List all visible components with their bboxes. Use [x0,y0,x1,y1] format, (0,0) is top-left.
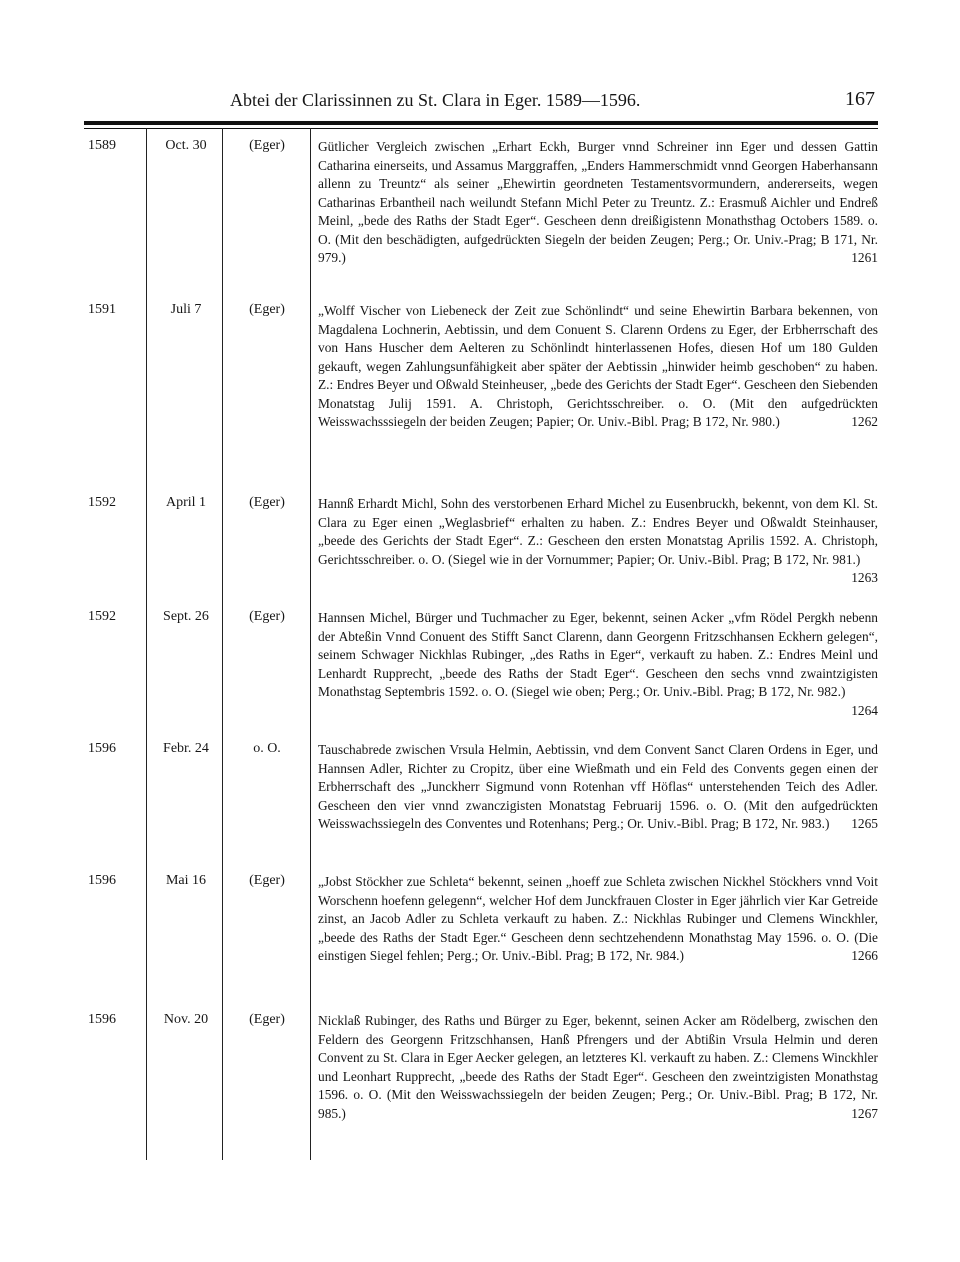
entry-place: (Eger) [249,302,285,317]
entry-date: Febr. 24 [163,741,209,756]
entry-year: 1596 [88,741,116,756]
entry-place: (Eger) [249,1012,285,1027]
entry-text-block [318,741,878,834]
entry-number: 1267 [851,1105,878,1121]
header-rule-thin [84,128,878,129]
entry-place: (Eger) [249,495,285,510]
entry-number: 1261 [851,250,878,265]
entry-year: 1592 [88,609,116,624]
entry-number: 1263 [851,570,878,585]
entry-date: Sept. 26 [163,609,209,624]
entry-text-block [318,609,878,720]
entry-text-block [318,138,878,268]
page-number: 167 [845,88,875,110]
entry-year: 1589 [88,138,116,153]
entry-place: (Eger) [249,609,285,624]
entry-text: Tauschabrede zwischen Vrsula Helmin, Aebtissin, vnd dem Convent Sanct Claren Ordens in Eger, und Hannsen Adler, Richter zu Cropitz, über eine Wießmath und ein Feld des Convents gegen einen der Erbherrschaft des „Junckherr Sigmund vonn Rotenhan vff Höflas“ unterstehenden Teich des Adler. Gescheen den vier vnnd zwanczigisten Monatstag Februarij 1596. o. O. (Mit den aufgedrückten Weisswachssiegeln des Conventes und Rotenhans; Perg.; Or. Univ.-Bibl. Prag; B 172, Nr. 983.) [318,742,878,831]
entry-text: „Wolff Vischer von Liebeneck der Zeit zue Schönlindt“ und seine Ehewirtin Barbara bekennen, von Magdalena Lochnerin, Aebtissin, und dem Conuent S. Clarenn Ordens zu Eger, der Erbherrschaft des von Hans Huscher dem Aelteren zu Schönlindt hinterlassenen Hofes, diesen Hof um 180 Gulden gekauft, wegen Zahlungsunfähigkeit aber später der Aebtissin „hinwider heimb geschoben“ zu haben. Z.: Endres Beyer und Oßwald Steinheuser, „bede des Gerichts der Stadt Eger“. Gescheen den Siebenden Monatstag Julij 1591. A. Christoph, Gerichtsschreiber. o. O. (Mit den aufgedrückten Weisswachsssiegeln der beiden Zeugen; Papier; Or. Univ.-Bibl. Prag; B 172, Nr. 980.) [318,303,878,429]
entry-text-block [318,495,878,588]
entry-date: Mai 16 [165,873,207,888]
entry-text: Hannß Erhardt Michl, Sohn des verstorbenen Erhard Michel zu Eusenbruckh, bekennt, von dem Kl. St. Clara zu Eger einen „Weglasbrief“ erhalten zu haben. Z.: Endres Beyer und Oßwaldt Steinhauser, „beede des Gerichts der Stadt Eger“. Z.: Gescheen den ersten Monatstag Aprilis 1592. A. Christoph, Gerichtsschreiber. o. O. (Siegel wie in der Vornummer; Papier; Or. Univ.-Bibl. Prag; B 172, Nr. 981.) [318,496,878,567]
entry-year: 1596 [88,873,116,888]
entry-text: Gütlicher Vergleich zwischen „Erhart Eckh, Burger vnnd Schreiner inn Eger und dessen Gattin Catharina einerseits, und Assamus Marggraffen, „Enders Hammerschmidt vnnd Georgen Haberhansann allenn zu Treuntz“ als seiner „Ehewirtin geordneten Testamentsvormundern, andererseits, wegen Catharinas Erbantheil nach weilundt Stefann Michl Peter zu Treuntz. Z.: Erasmuß Aichler und Endreß Meinl, „bede des Raths der Stadt Eger“. Gescheen denn dreißigistenn Monathsthag Octobers 1589. o. O. (Mit den beschädigten, aufgedrückten Siegeln der beiden Zeugen; Perg.; Or. Univ.-Prag; B 171, Nr. 979.) [318,139,878,265]
entry-number: 1265 [851,816,878,831]
entry-text-block [318,1012,878,1123]
entry-text: „Jobst Stöckher zue Schleta“ bekennt, seinen „hoeff zue Schleta zwischen Nickhel Stöckhers vnnd Voit Worschenn hoefenn gelegenn“, welcher Hof dem Junckfrauen Closter in Eger jährlich vier Kar Getreide zinst, an Jacob Adler zu Schleta verkauft zu haben. Z.: Nickhlas Rubinger und Clemens Winckhler, „beede des Raths der Stadt Eger.“ Gescheen denn sechtzehendenn Monathstag May 1596. o. O. (Die einstigen Siegel fehlen; Perg.; Or. Univ.-Bibl. Prag; B 172, Nr. 984.) [318,874,878,963]
entry-date: Juli 7 [170,302,202,317]
entry-text-block [318,873,878,966]
entry-number: 1262 [851,414,878,429]
column-divider-date [222,128,223,1160]
entry-number: 1266 [851,948,878,963]
entry-date: Oct. 30 [165,138,207,153]
entry-place: (Eger) [249,873,285,888]
entry-place: o. O. [253,741,281,756]
entry-year: 1591 [88,302,116,317]
entry-text-block [318,302,878,432]
entry-text: Nicklaß Rubinger, des Raths und Bürger zu Eger, bekennt, seinen Acker am Rödelberg, zwischen den Feldern des Georgenn Fritzschhansen, Hanß Pfrengers und der Abtißin Vrsula Helmin und deren Convent zu St. Clara in Eger Aecker gelegen, an letzteres Kl. verkauft zu haben. Z.: Clemens Winckhler und Leonhart Rupprecht, „beede des Raths der Stadt Eger“. Gescheen den zweintzigisten Monathstag 1596. o. O. (Mit den Weisswachssiegeln der beiden Zeugen; Perg.; Or. Univ.-Bibl. Prag; B 172, Nr. 985.) [318,1013,878,1121]
header-rule-thick [84,121,878,125]
entry-place: (Eger) [249,138,285,153]
column-divider-year [146,128,147,1160]
entry-year: 1596 [88,1012,116,1027]
entry-text: Hannsen Michel, Bürger und Tuchmacher zu Eger, bekennt, seinen Acker „vfm Rödel Pergkh nebenn der Abteßin Vnnd Conuent des Stifft Sanct Clarenn, dann Georgenn Fritzschhansen Eckhern gelegen“, seinem Schwager Nickhlas Rubinger, „des Raths in Eger“, verkauft zu haben. Z.: Endres Meinl und Lenhardt Rupprecht, „beede des Raths der Stadt Eger“. Gescheen den sechs vnnd zwaintzigisten Monathstag Septembris 1592. o. O. (Siegel wie oben; Perg.; Or. Univ.-Bibl. Prag; B 172, Nr. 982.) [318,610,878,699]
entry-number: 1264 [851,702,878,718]
running-title: Abtei der Clarissinnen zu St. Clara in Eger. 1589—1596. [230,90,641,110]
entry-date: Nov. 20 [163,1012,209,1027]
column-divider-place [310,128,311,1160]
entry-year: 1592 [88,495,116,510]
entry-date: April 1 [165,495,207,510]
